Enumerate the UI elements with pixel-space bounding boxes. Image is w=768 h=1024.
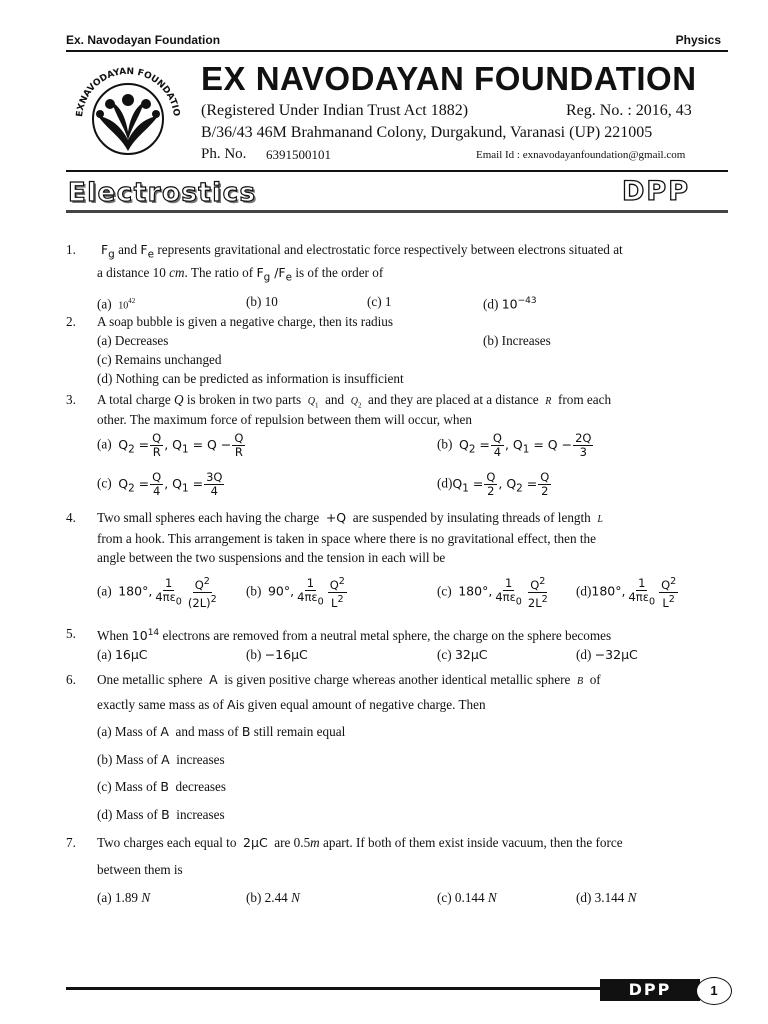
q2-option-a: (a) Decreases: [97, 333, 169, 348]
header-institute: Ex. Navodayan Foundation: [66, 33, 221, 47]
q4-number: 4.: [66, 510, 76, 525]
q6-line1: One metallic sphere A is given positive charge whereas another identical metallic sphere B of: [97, 672, 601, 687]
q5-line1: When $10^{14}$ electrons are removed from a neutral metal sphere, the charge on the sphere becomes: [97, 628, 612, 644]
topic-title: Electrostics: [68, 178, 257, 208]
q7-option-b: (b) 2.44 N: [246, 890, 300, 905]
q3-number: 3.: [66, 392, 76, 407]
q5-option-c: (c) 32μC: [437, 647, 488, 662]
q4-option-a: (a) 180°, $\frac{1}{4\pi\varepsilon_0}$ $\frac{Q^2}{(2L)^2}$: [97, 575, 217, 610]
org-phone: 6391500101: [266, 147, 331, 162]
q1-line1: $F_g$ and $F_e$ represents gravitational and electrostatic force respectively between electrons situated at: [97, 242, 623, 261]
q5-option-d: (d) −32μC: [576, 647, 638, 662]
q5-number: 5.: [66, 626, 76, 641]
org-reg-no: Reg. No. : 2016, 43: [566, 102, 692, 119]
q2-number: 2.: [66, 314, 76, 329]
q7-option-c: (c) 0.144 N: [437, 890, 497, 905]
svg-text:EXNAVODAYAN FOUNDATION: EXNAVODAYAN FOUNDATIO: [75, 66, 181, 118]
q7-number: 7.: [66, 835, 76, 850]
org-email: Email Id : exnavodayanfoundation@gmail.com: [476, 149, 686, 161]
header-divider: [66, 170, 728, 172]
title-band: [66, 210, 728, 213]
foundation-logo: [68, 56, 188, 166]
q6-number: 6.: [66, 672, 76, 687]
q4-option-d: (d)180°, $\frac{1}{4\pi\varepsilon_0}$ $\frac{Q^2}{L^2}$: [576, 575, 677, 610]
q4-option-b: (b) 90°, $\frac{1}{4\pi\varepsilon_0}$ $\frac{Q^2}{L^2}$: [246, 575, 345, 610]
q2-option-c: (c) Remains unchanged: [97, 352, 222, 367]
q3-line1: A total charge Q is broken in two parts $Q_1$ and $Q_2$ and they are placed at a distance R from each: [97, 392, 612, 410]
q4-option-c: (c) 180°, $\frac{1}{4\pi\varepsilon_0}$ $\frac{Q^2}{2L^2}$: [437, 575, 548, 610]
q2-option-b: (b) Increases: [483, 333, 551, 348]
footer-rule: [66, 987, 610, 990]
q7-option-a: (a) 1.89 N: [97, 890, 151, 905]
q6-option-c: (c) Mass of B decreases: [97, 779, 227, 794]
org-address: B/36/43 46M Brahmanand Colony, Durgakund, Varanasi (UP) 221005: [201, 124, 653, 141]
q1-line2: a distance 10 cm. The ratio of $F_g$ $/F_e$ is of the order of: [97, 265, 384, 284]
q2-text: A soap bubble is given a negative charge, then its radius: [97, 314, 394, 329]
q4-line1: Two small spheres each having the charge +Q are suspended by insulating threads of length L: [97, 510, 603, 525]
dpp-badge: DPP: [622, 176, 690, 207]
header-rule: [66, 50, 728, 52]
q5-option-a: (a) 16μC: [97, 647, 148, 662]
org-phone-label: Ph. No.: [201, 146, 247, 162]
q7-line1: Two charges each equal to 2μC are 0.5m apart. If both of them exist inside vacuum, then the force: [97, 835, 623, 850]
q1-option-d: (d) $10^{-43}$: [483, 296, 537, 312]
q6-option-a: (a) Mass of A and mass of B still remain equal: [97, 724, 346, 739]
q6-option-b: (b) Mass of A increases: [97, 752, 225, 767]
q1-number: 1.: [66, 242, 76, 257]
q3-line2: other. The maximum force of repulsion between them will occur, when: [97, 412, 472, 427]
q1-option-b: (b) 10: [246, 294, 278, 309]
header-subject: Physics: [675, 33, 721, 47]
q6-line2: exactly same mass as of Ais given equal amount of negative charge. Then: [97, 697, 486, 712]
q2-option-d: (d) Nothing can be predicted as information is insufficient: [97, 371, 404, 386]
q3-option-c: (c) $Q_2$ = $\frac{Q}{4}$ , $Q_1$ = $\frac{3Q}{4}$: [97, 470, 223, 498]
org-registration: (Registered Under Indian Trust Act 1882): [201, 102, 469, 119]
q5-option-b: (b) −16μC: [246, 647, 308, 662]
q7-option-d: (d) 3.144 N: [576, 890, 637, 905]
q4-line3: angle between the two suspensions and the tension in each will be: [97, 550, 446, 565]
q3-option-a: (a) $Q_2$ = $\frac{Q}{R}$ , $Q_1 = Q$ − $\frac{Q}{R}$: [97, 431, 244, 459]
q3-option-b: (b) $Q_2$ = $\frac{Q}{4}$ , $Q_1 = Q$ − $\frac{2Q}{3}$: [437, 431, 592, 459]
org-title: EX NAVODAYAN FOUNDATION: [201, 60, 697, 97]
footer-dpp-badge: DPP: [600, 979, 700, 1001]
q4-line2: from a hook. This arrangement is taken in space where there is no gravitational effect, then the: [97, 531, 596, 546]
q1-option-a: (a) $10^{42}$: [97, 296, 136, 312]
q1-option-c: (c) 1: [367, 294, 392, 309]
q3-option-d: $(d)Q_1$ = $\frac{Q}{2}$ , $Q_2$ = $\frac{Q}{2}$: [437, 470, 550, 498]
page-number: 1: [696, 977, 732, 1005]
q6-option-d: (d) Mass of B increases: [97, 807, 225, 822]
q7-line2: between them is: [97, 862, 183, 877]
